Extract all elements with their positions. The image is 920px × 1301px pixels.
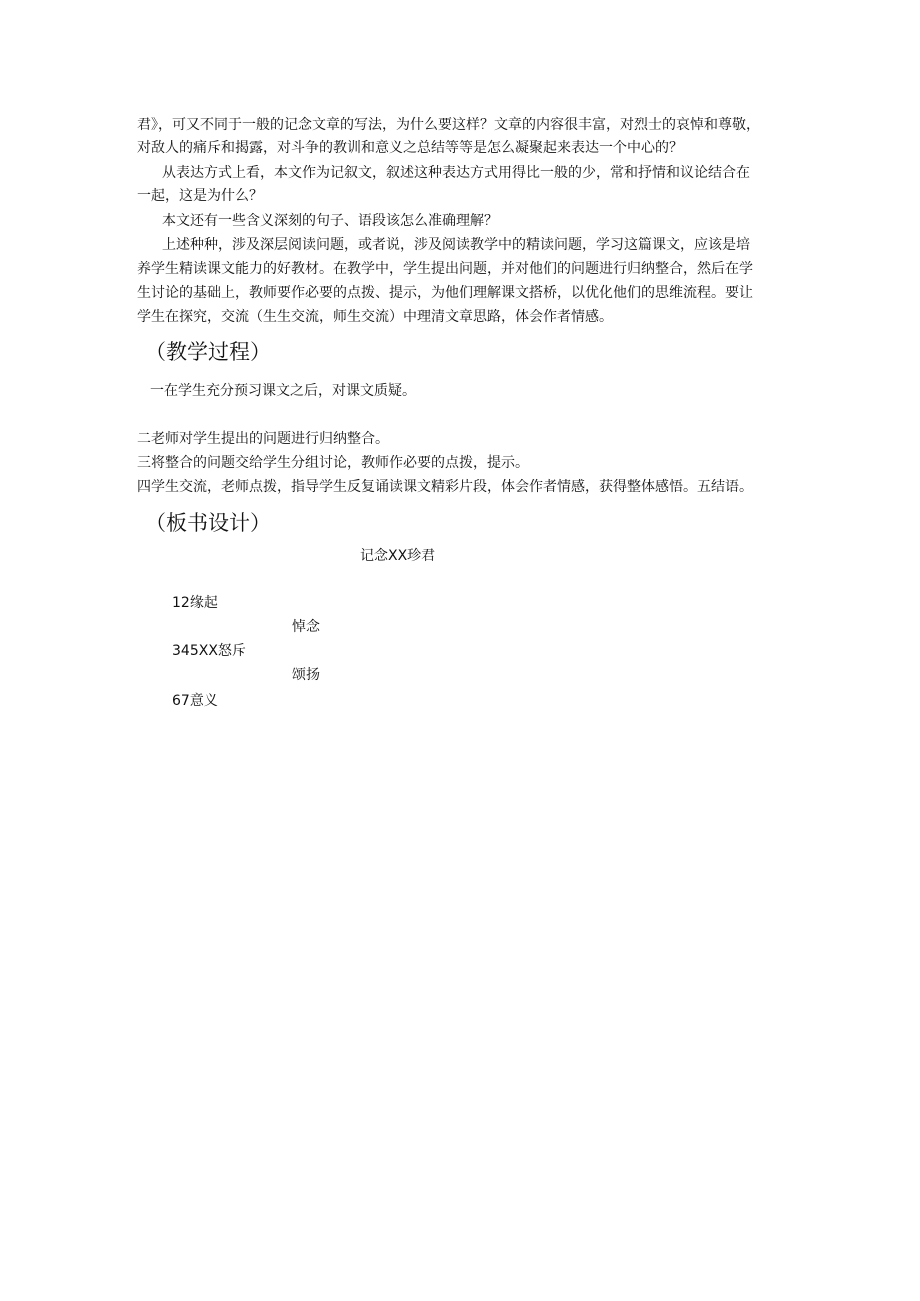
process-step: 四学生交流，老师点拨，指导学生反复诵读课文精彩片段，体会作者情感，获得整体感悟。五结语。: [137, 479, 753, 495]
paragraph-line: 学生在探究，交流（生生交流，师生交流）中理清文章思路，体会作者情感。: [137, 309, 613, 325]
paragraph-line: 养学生精读课文能力的好教材。在教学中，学生提出问题，并对他们的问题进行归纳整合，然后在学: [137, 261, 753, 277]
paragraph-line: 生讨论的基础上，教师要作必要的点拨、提示，为他们理解课文搭桥，以优化他们的思维流程。要让: [137, 285, 753, 301]
paragraph-line: 一起，这是为什么？: [137, 188, 263, 204]
process-step: 三将整合的问题交给学生分组讨论，教师作必要的点拨，提示。: [137, 455, 529, 471]
board-left-item: 12缘起: [172, 595, 218, 611]
paragraph-line: 君》，可又不同于一般的记念文章的写法，为什么要这样？文章的内容很丰富，对烈士的哀悼和尊敬，: [137, 117, 760, 133]
process-step: 一在学生充分预习课文之后，对课文质疑。: [150, 383, 416, 399]
paragraph-line: 本文还有一些含义深刻的句子、语段该怎么准确理解？: [162, 213, 498, 229]
paragraph-line: 对敌人的痛斥和揭露，对斗争的教训和意义之总结等等是怎么凝聚起来表达一个中心的？: [137, 140, 683, 156]
paragraph-line: 上述种种，涉及深层阅读问题，或者说，涉及阅读教学中的精读问题，学习这篇课文，应该是培: [162, 237, 750, 253]
board-left-item: 67意义: [172, 693, 218, 709]
board-left-item: 345XX怒斥: [172, 643, 246, 659]
board-right-item: 悼念: [292, 619, 320, 635]
board-right-item: 颂扬: [292, 667, 320, 683]
board-title: 记念XX珍君: [360, 548, 436, 564]
section-heading-teaching-process: （教学过程）: [145, 340, 271, 364]
section-heading-board-design: （板书设计）: [145, 511, 271, 535]
process-step: 二老师对学生提出的问题进行归纳整合。: [137, 431, 389, 447]
paragraph-line: 从表达方式上看，本文作为记叙文，叙述这种表达方式用得比一般的少，常和抒情和议论结合在: [162, 165, 750, 181]
